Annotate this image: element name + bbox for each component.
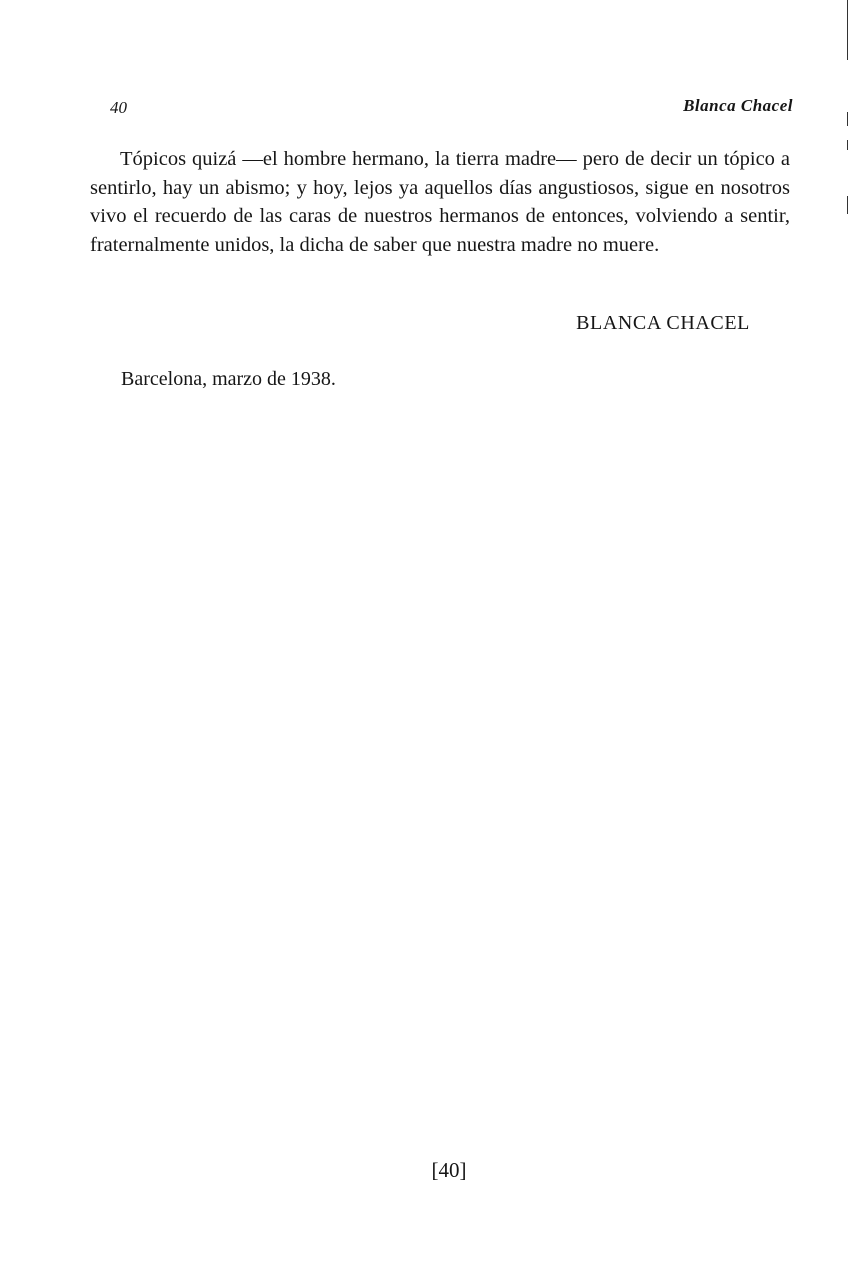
folio-page-number: [40]: [431, 1158, 467, 1182]
dateline: Barcelona, marzo de 1938.: [121, 368, 336, 390]
scan-edge-mark: [847, 140, 848, 150]
scan-edge-mark: [847, 0, 848, 60]
scan-edge-mark: [847, 112, 848, 126]
page-number-top: 40: [110, 98, 127, 117]
scan-edge-mark: [847, 196, 848, 214]
running-head: [110, 96, 793, 122]
body-paragraph: Tópicos quizá —el hombre hermano, la tierra madre— pero de decir un tópico a sentirlo, hay un abismo; y hoy, lejos ya aquellos días angustiosos, sigue en nosotros vivo el recuerdo de las caras de nuestros hermanos de entonces, volviendo a sentir, fraternalmente unidos, la dicha de saber que nuestra madre no muere.: [90, 148, 790, 256]
running-author: Blanca Chacel: [683, 96, 793, 115]
signature: BLANCA CHACEL: [576, 312, 750, 334]
